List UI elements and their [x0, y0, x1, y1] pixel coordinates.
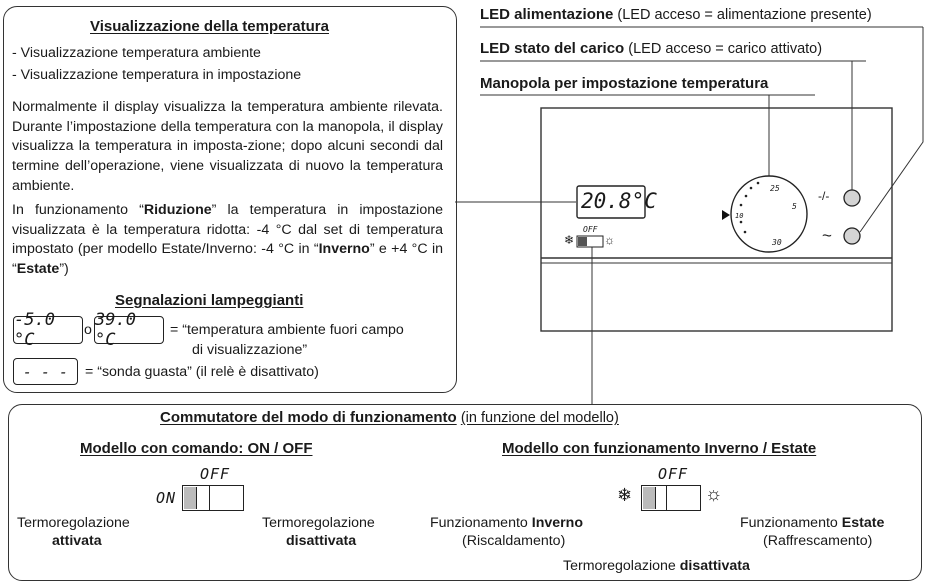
left-label-active-1: Termoregolazione — [17, 515, 130, 531]
lcd-low-temp: -5.0 °C — [13, 316, 83, 344]
summer-sublabel: (Raffrescamento) — [763, 533, 873, 549]
led-load-symbol: ~ — [822, 226, 832, 245]
bullet-setpoint: - Visualizzazione temperatura in impostazione — [12, 67, 302, 83]
snowflake-icon: ❄ — [564, 233, 575, 247]
led-power-label: LED alimentazione (LED acceso = alimentazione presente) — [480, 6, 872, 23]
led-load-label: LED stato del carico (LED acceso = carico attivato) — [480, 40, 823, 57]
dial-mark-5: 5 — [792, 202, 797, 211]
left-label-active-2: attivata — [52, 533, 102, 549]
lcd-high-temp: 39.0 °C — [94, 316, 164, 344]
mode-box-title: Commutatore del modo di funzionamento (in funzione del modello) — [160, 409, 619, 426]
temperature-box-title: Visualizzazione della temperatura — [90, 18, 329, 35]
left-label-inactive-2: disattivata — [286, 533, 357, 549]
on-off-switch — [182, 485, 244, 511]
off-label: Termoregolazione disattivata — [563, 558, 750, 574]
left-off-label: OFF — [200, 465, 231, 483]
out-of-range-text-2: di visualizzazione” — [192, 342, 308, 358]
summer-label: Funzionamento Estate — [740, 515, 885, 531]
dial-mark-25: 25 — [770, 184, 780, 193]
bullet-ambient: - Visualizzazione temperatura ambiente — [12, 45, 261, 61]
winter-label: Funzionamento Inverno — [430, 515, 583, 531]
sun-icon: ☼ — [705, 484, 723, 505]
flash-signals-title: Segnalazioni lampeggianti — [115, 292, 304, 309]
mode-switch-box — [8, 404, 922, 581]
probe-fault-text: = “sonda guasta” (il relè è disattivato) — [85, 364, 319, 380]
led-power-symbol: -/- — [818, 189, 830, 203]
winter-sublabel: (Riscaldamento) — [462, 533, 566, 549]
paragraph-reduction: In funzionamento “Riduzione” la temperatura in impostazione visualizzata è la temperatura ridotta: -4 °C dal set di temperatura impostato (per modello Estate/Inverno: -4 °C in “Inverno” e +4 °C in “Estate”) — [12, 202, 443, 278]
winter-summer-switch-knob — [643, 487, 656, 509]
winter-summer-switch — [641, 485, 701, 511]
left-on-label: ON — [156, 489, 177, 507]
on-off-model-title: Modello con comando: ON / OFF — [80, 440, 313, 457]
sun-icon: ☼ — [604, 233, 615, 247]
left-label-inactive-1: Termoregolazione — [262, 515, 375, 531]
right-off-label: OFF — [658, 465, 689, 483]
lcd-dashes: - - - — [13, 358, 78, 385]
or-label: o — [84, 322, 92, 338]
dial-mark-30: 30 — [772, 238, 782, 247]
out-of-range-text-1: = “temperatura ambiente fuori campo — [170, 322, 404, 338]
dial-mark-10: 10 — [735, 212, 744, 220]
paragraph-display-behaviour: Normalmente il display visualizza la temperatura ambiente rilevata. Durante l’impostazione della temperatura con la manopola, il display visualizza la temperatura in imposta-zione; dopo alcuni secondi dal termine dell’operazione, viene visualizzata di nuovo la temperatura ambiente. — [12, 99, 443, 194]
on-off-switch-knob — [184, 487, 197, 509]
winter-summer-model-title: Modello con funzionamento Inverno / Estate — [502, 440, 817, 457]
device-switch-off-label: OFF — [583, 225, 598, 234]
knob-label: Manopola per impostazione temperatura — [480, 75, 769, 92]
snowflake-icon: ❄ — [617, 485, 633, 505]
device-lcd-display: 20.8°C — [581, 189, 657, 213]
